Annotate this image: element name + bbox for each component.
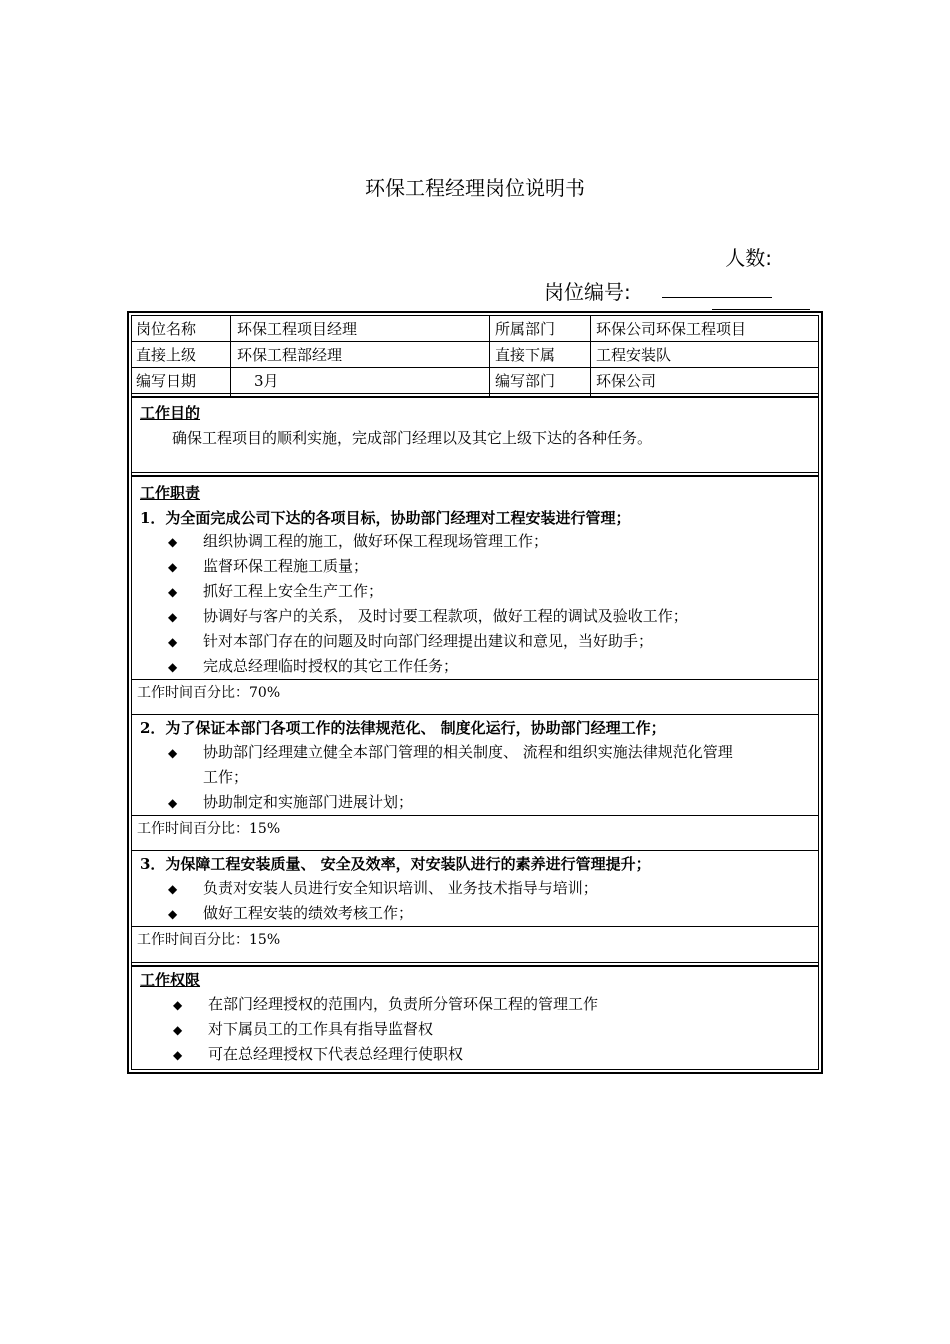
bullet-icon: ◆ xyxy=(168,907,178,921)
col-divider xyxy=(590,315,591,396)
row-divider xyxy=(131,815,819,816)
col-divider xyxy=(489,315,490,396)
info-value: 工程安装队 xyxy=(596,346,672,364)
job-number-label: 岗位编号: xyxy=(544,280,631,304)
row-divider xyxy=(131,714,819,715)
row-divider xyxy=(131,679,819,680)
page-title: 环保工程经理岗位说明书 xyxy=(365,176,585,200)
bullet-icon: ◆ xyxy=(173,1023,183,1037)
bullet-icon: ◆ xyxy=(168,746,178,760)
bullet-icon: ◆ xyxy=(168,635,178,649)
row-divider xyxy=(131,926,819,927)
duty-item: 协助制定和实施部门进展计划； xyxy=(203,793,414,811)
duty-item: 协助部门经理建立健全本部门管理的相关制度、 流程和组织实施法律规范化管理 xyxy=(203,743,733,761)
row-divider xyxy=(131,850,819,851)
duty-group-title: 2．为了保证本部门各项工作的法律规范化、 制度化运行，协助部门经理工作； xyxy=(140,719,666,737)
time-share: 工作时间百分比：70% xyxy=(137,685,281,701)
info-value: 环保公司 xyxy=(596,372,657,390)
info-label: 编写部门 xyxy=(495,372,556,390)
bullet-icon: ◆ xyxy=(168,796,178,810)
info-label: 编写日期 xyxy=(136,372,197,390)
duty-item-continued: 工作； xyxy=(203,768,249,786)
section-divider xyxy=(131,393,819,398)
duty-item: 针对本部门存在的问题及时向部门经理提出建议和意见，当好助手； xyxy=(203,632,654,650)
bullet-icon: ◆ xyxy=(168,882,178,896)
duties-heading: 工作职责 xyxy=(140,484,201,502)
info-value: 环保公司环保工程项目 xyxy=(596,320,747,338)
row-divider xyxy=(131,341,819,342)
bullet-icon: ◆ xyxy=(173,1048,183,1062)
info-value: 环保工程部经理 xyxy=(237,346,343,364)
col-divider xyxy=(230,315,231,396)
headcount-label: 人数: xyxy=(725,246,772,270)
duty-item: 做好工程安装的绩效考核工作； xyxy=(203,904,414,922)
info-label: 直接下属 xyxy=(495,346,556,364)
duty-item: 完成总经理临时授权的其它工作任务； xyxy=(203,657,459,675)
duty-group-title: 3．为保障工程安装质量、 安全及效率，对安装队进行的素养进行管理提升； xyxy=(140,855,651,873)
info-value: 3月 xyxy=(254,372,279,390)
duty-item: 协调好与客户的关系， 及时讨要工程款项，做好工程的调试及验收工作； xyxy=(203,607,688,625)
duty-group-title: 1．为全面完成公司下达的各项目标，协助部门经理对工程安装进行管理； xyxy=(140,509,631,527)
bullet-icon: ◆ xyxy=(168,560,178,574)
row-divider xyxy=(131,367,819,368)
duty-item: 组织协调工程的施工，做好环保工程现场管理工作； xyxy=(203,532,549,550)
purpose-text: 确保工程项目的顺利实施，完成部门经理以及其它上级下达的各种任务。 xyxy=(172,429,653,447)
purpose-heading: 工作目的 xyxy=(140,404,201,422)
bullet-icon: ◆ xyxy=(173,998,183,1012)
authority-heading: 工作权限 xyxy=(140,971,201,989)
time-share: 工作时间百分比：15% xyxy=(137,821,281,837)
authority-item: 在部门经理授权的范围内，负责所分管环保工程的管理工作 xyxy=(208,995,599,1013)
info-value: 环保工程项目经理 xyxy=(237,320,358,338)
authority-item: 对下属员工的工作具有指导监督权 xyxy=(208,1020,434,1038)
bullet-icon: ◆ xyxy=(168,535,178,549)
duty-item: 监督环保工程施工质量； xyxy=(203,557,369,575)
job-number-blank xyxy=(662,297,772,298)
info-label: 直接上级 xyxy=(136,346,197,364)
job-number-underline xyxy=(712,309,810,310)
bullet-icon: ◆ xyxy=(168,585,178,599)
info-label: 所属部门 xyxy=(495,320,556,338)
time-share: 工作时间百分比：15% xyxy=(137,932,281,948)
authority-item: 可在总经理授权下代表总经理行使职权 xyxy=(208,1045,464,1063)
bullet-icon: ◆ xyxy=(168,610,178,624)
info-label: 岗位名称 xyxy=(136,320,197,338)
duty-item: 负责对安装人员进行安全知识培训、 业务技术指导与培训； xyxy=(203,879,598,897)
duty-item: 抓好工程上安全生产工作； xyxy=(203,582,384,600)
section-divider xyxy=(131,962,819,967)
bullet-icon: ◆ xyxy=(168,660,178,674)
section-divider xyxy=(131,472,819,477)
